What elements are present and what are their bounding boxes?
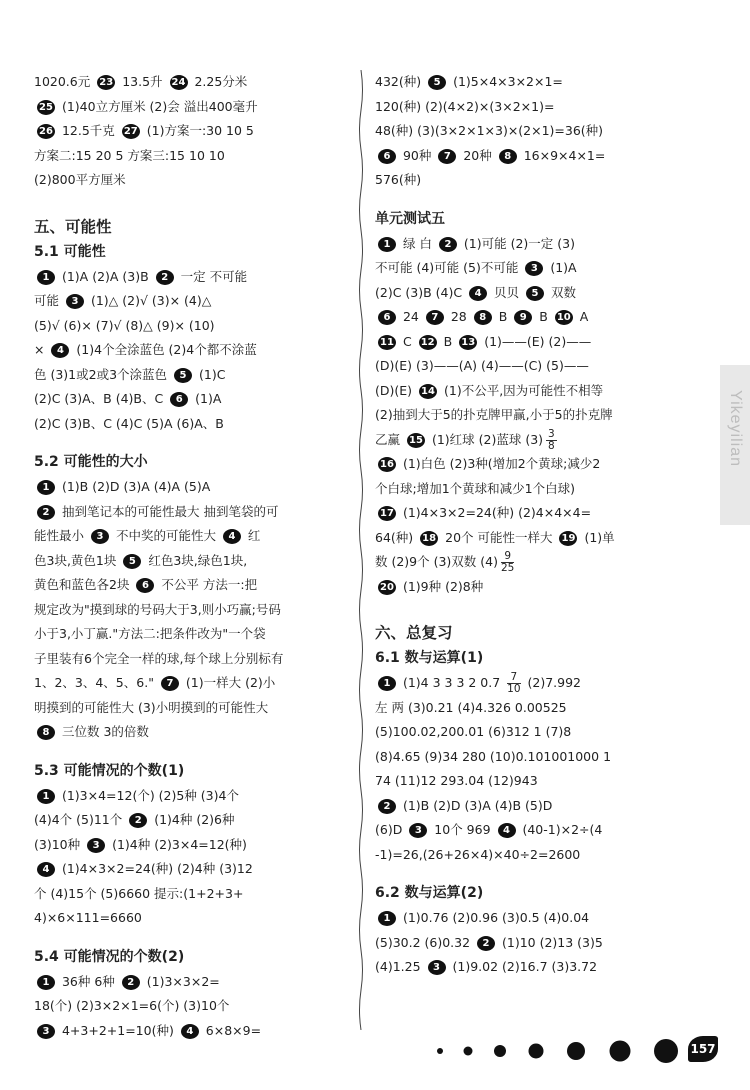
question-number-badge: 2 (122, 975, 140, 990)
answer-text: 36种 6种 (58, 973, 119, 989)
question-number-badge: 2 (156, 270, 174, 285)
answer-text: 红色3块,绿色1块, (144, 552, 248, 568)
answer-text: 6×8×9= (201, 1022, 262, 1038)
answer-text: (1)B (2)D (3)A (4)B (5)D (399, 797, 553, 813)
answer-text: 64(种) (375, 529, 418, 545)
answer-line (375, 696, 697, 721)
question-number-badge: 2 (37, 505, 55, 520)
question-number-badge: 7 (426, 310, 444, 325)
page-footer-dots (430, 1035, 700, 1065)
answer-line (34, 363, 350, 388)
answer-text: (1)A (546, 260, 577, 275)
question-number-badge: 3 (525, 261, 543, 276)
answer-text: (2)C (3)A、B (4)B、C (34, 391, 168, 406)
answer-line (375, 330, 697, 355)
question-number-badge: 6 (136, 578, 154, 593)
answer-text: 5.4 可能情况的个数(2) (34, 948, 185, 965)
answer-text: (1)白色 (2)3种(增加2个黄球;减少2 (399, 456, 601, 471)
question-number-badge: 2 (439, 237, 457, 252)
answer-text: 贝贝 (490, 284, 524, 300)
answer-text: 单元测试五 (375, 210, 445, 227)
answer-text: 个 (4)15个 (5)6660 提示:(1+2+3+ (34, 885, 244, 901)
question-number-badge: 6 (378, 310, 396, 325)
answer-line (34, 289, 350, 314)
answer-text: 三位数 3的倍数 (58, 724, 149, 739)
question-number-badge: 5 (526, 286, 544, 301)
answer-line (375, 550, 697, 575)
answer-line (34, 70, 350, 95)
question-number-badge: 4 (37, 862, 55, 877)
answer-text: 16×9×4×1= (519, 147, 606, 163)
answer-line (34, 524, 350, 549)
question-number-badge: 24 (170, 75, 188, 90)
question-number-badge: 11 (378, 335, 396, 350)
question-number-badge: 19 (559, 531, 577, 546)
question-number-badge: 3 (409, 823, 427, 838)
answer-line (375, 769, 697, 794)
answer-text: 个白球;增加1个黄球和减少1个白球) (375, 480, 575, 496)
answer-text: (1)40立方厘米 (2)会 溢出400毫升 (58, 98, 258, 114)
answer-line (375, 232, 697, 257)
answer-line (34, 338, 350, 363)
answer-text: 不中奖的可能性大 (111, 528, 220, 543)
answer-text: 1、2、3、4、5、6." (34, 675, 158, 690)
answer-text: 48(种) (3)(3×2×1×3)×(2×1)=36(种) (375, 123, 604, 138)
answer-text: 18(个) (2)3×2×1=6(个) (3)10个 (34, 998, 230, 1013)
answer-text: 五、可能性 (34, 217, 112, 236)
answer-text: (4)1.25 (375, 959, 425, 974)
answer-text: 5.1 可能性 (34, 243, 106, 260)
answer-text: (5)100.02,200.01 (6)312 1 (7)8 (375, 724, 572, 739)
answer-line (375, 818, 697, 843)
answer-text: 120(种) (2)(4×2)×(3×2×1)= (375, 98, 555, 114)
answer-text: (1)一样大 (2)小 (181, 675, 276, 690)
question-number-badge: 16 (378, 457, 396, 472)
answer-line (34, 475, 350, 500)
answer-text: 方案二:15 20 5 方案三:15 10 10 (34, 147, 225, 163)
answer-line (375, 379, 697, 404)
question-number-badge: 2 (477, 936, 495, 951)
question-number-badge: 4 (51, 343, 69, 358)
answer-text: 12.5千克 (58, 123, 119, 138)
answer-text: (5)30.2 (6)0.32 (375, 934, 475, 950)
answer-line (375, 575, 697, 600)
answer-text: 数 (2)9个 (3)双数 (4) (375, 554, 498, 569)
answer-text: (2)C (3)B (4)C (375, 284, 467, 300)
answer-text: 432(种) (375, 74, 426, 89)
answer-text: (1)10 (2)13 (3)5 (498, 934, 603, 950)
answer-text: (1)3×3×2= (142, 973, 220, 989)
answer-text: 4)×6×111=6660 (34, 910, 142, 925)
answer-text: (1)5×4×3×2×1= (449, 74, 563, 89)
question-number-badge: 4 (469, 286, 487, 301)
answer-line (375, 477, 697, 502)
answer-text: (D)(E) (3)——(A) (4)——(C) (5)—— (375, 358, 589, 373)
question-number-badge: 4 (223, 529, 241, 544)
question-number-badge: 14 (419, 384, 437, 399)
answer-line (375, 906, 697, 931)
answer-line (375, 354, 697, 379)
question-number-badge: 25 (37, 100, 55, 115)
answer-line (34, 906, 350, 931)
question-number-badge: 17 (378, 506, 396, 521)
answer-line (375, 720, 697, 745)
question-number-badge: 8 (37, 725, 55, 740)
answer-text: (1)红球 (2)蓝球 (3) (427, 431, 544, 447)
fraction-denominator: 25 (501, 562, 515, 574)
fraction (501, 551, 514, 574)
answer-line (34, 573, 350, 598)
answer-text: (1)A (2)A (3)B (58, 268, 153, 284)
question-number-badge: 1 (378, 237, 396, 252)
question-number-badge: 27 (122, 124, 140, 139)
answer-line (375, 745, 697, 770)
answer-line (34, 119, 350, 144)
answer-line (34, 144, 350, 169)
answer-line (34, 784, 350, 809)
answer-line (34, 412, 350, 437)
fraction (507, 672, 520, 695)
answer-line (34, 833, 350, 858)
answer-text: (1)4 3 3 3 2 0.7 (399, 675, 505, 690)
answer-line (34, 265, 350, 290)
question-number-badge: 8 (499, 149, 517, 164)
answer-text: 2.25分米 (190, 74, 248, 89)
answer-text: (1)4种 (2)6种 (150, 812, 235, 827)
answer-line (375, 144, 697, 169)
answer-text: (3)10种 (34, 836, 85, 852)
answer-line (375, 671, 697, 696)
answer-text: (1)——(E) (2)—— (480, 333, 592, 349)
answer-text: (1)单 (580, 529, 615, 545)
question-number-badge: 6 (170, 392, 188, 407)
answer-text: 乙赢 (375, 431, 404, 447)
answer-text: (1)9种 (2)8种 (399, 578, 484, 594)
subsection-heading (375, 207, 697, 232)
question-number-badge: 1 (37, 480, 55, 495)
fraction (546, 429, 557, 452)
answer-text: 左 两 (3)0.21 (4)4.326 0.00525 (375, 699, 567, 715)
answer-line (375, 256, 697, 281)
subsection-heading (375, 646, 697, 671)
answer-text: × (34, 342, 49, 357)
fraction-numerator: 9 (501, 551, 514, 563)
answer-line (34, 882, 350, 907)
answer-line (34, 857, 350, 882)
right-answer-column (375, 70, 697, 980)
answer-text: 4+3+2+1=10(种) (58, 1022, 178, 1038)
question-number-badge: 5 (174, 368, 192, 383)
answer-line (34, 168, 350, 193)
answer-text: 576(种) (375, 172, 422, 187)
subsection-heading (34, 759, 350, 784)
fraction-numerator: 7 (507, 672, 520, 684)
answer-text: 不可能 (4)可能 (5)不可能 (375, 260, 523, 275)
answer-text: 色3块,黄色1块 (34, 552, 121, 568)
answer-line (34, 994, 350, 1019)
answer-text: 6.2 数与运算(2) (375, 885, 484, 901)
answer-text: 13.5升 (118, 74, 167, 89)
answer-text: 能性最小 (34, 528, 88, 543)
answer-text: 5.3 可能情况的个数(1) (34, 762, 185, 779)
answer-line (34, 622, 350, 647)
question-number-badge: 1 (378, 911, 396, 926)
answer-line (375, 501, 697, 526)
answer-text: (1)C (195, 366, 226, 382)
question-number-badge: 18 (420, 531, 438, 546)
question-number-badge: 3 (37, 1024, 55, 1039)
answer-line (375, 305, 697, 330)
answer-text: (2)抽到大于5的扑克牌甲赢,小于5的扑克牌 (375, 407, 613, 422)
answer-text: (D)(E) (375, 382, 417, 398)
answer-text: (1)A (191, 391, 222, 406)
answer-text: (1)4种 (2)3×4=12(种) (108, 836, 247, 852)
question-number-badge: 4 (181, 1024, 199, 1039)
question-number-badge: 12 (419, 335, 437, 350)
answer-text: 6.1 数与运算(1) (375, 650, 484, 666)
answer-text: 74 (11)12 293.04 (12)943 (375, 773, 538, 788)
answer-text: 明摸到的可能性大 (3)小明摸到的可能性大 (34, 699, 269, 715)
question-number-badge: 3 (91, 529, 109, 544)
answer-text: (2)7.992 (523, 675, 582, 690)
answer-text: (1)4个全涂蓝色 (2)4个都不涂蓝 (72, 342, 257, 357)
answer-line (375, 931, 697, 956)
answer-text: 1020.6元 (34, 74, 95, 89)
answer-line (34, 95, 350, 120)
answer-line (375, 428, 697, 453)
question-number-badge: 23 (97, 75, 115, 90)
left-answer-column (34, 70, 350, 1043)
question-number-badge: 8 (474, 310, 492, 325)
column-divider (356, 70, 366, 1030)
question-number-badge: 2 (129, 813, 147, 828)
answer-text: (1)方案一:30 10 5 (142, 123, 254, 138)
answer-line (34, 598, 350, 623)
answer-text: (2)C (3)B、C (4)C (5)A (6)A、B (34, 415, 224, 431)
answer-text: 90种 (399, 147, 436, 163)
question-number-badge: 10 (555, 310, 573, 325)
question-number-badge: 5 (428, 75, 446, 90)
answer-text: 红 (243, 528, 261, 543)
answer-text: B (439, 333, 457, 349)
answer-text: 小于3,小丁赢."方法二:把条件改为"一个袋 (34, 626, 266, 641)
answer-line (375, 452, 697, 477)
answer-line (375, 70, 697, 95)
question-number-badge: 1 (378, 676, 396, 691)
answer-line (34, 696, 350, 721)
answer-text: 抽到笔记本的可能性最大 抽到笔袋的可 (58, 503, 279, 519)
question-number-badge: 3 (66, 294, 84, 309)
fraction-numerator: 3 (548, 427, 555, 440)
answer-line (34, 387, 350, 412)
answer-text: (4)4个 (5)11个 (34, 812, 127, 827)
answer-text: 可能 (34, 293, 63, 308)
answer-text: B (494, 309, 512, 324)
answer-text: -1)=26,(26+26×4)×40÷2=2600 (375, 846, 581, 862)
answer-line (375, 281, 697, 306)
section-heading (375, 621, 697, 646)
answer-text: (40-1)×2÷(4 (518, 822, 603, 837)
answer-text: 色 (3)1或2或3个涂蓝色 (34, 366, 172, 382)
page-number: 157 (688, 1036, 718, 1062)
answer-text: (1)9.02 (2)16.7 (3)3.72 (448, 959, 598, 974)
answer-text: (1)不公平,因为可能性不相等 (440, 382, 604, 398)
answer-line (34, 720, 350, 745)
answer-text: 六、总复习 (375, 624, 453, 642)
answer-text: (2)800平方厘米 (34, 172, 126, 187)
answer-line (375, 843, 697, 868)
question-number-badge: 1 (37, 975, 55, 990)
answer-line (375, 403, 697, 428)
subsection-heading (34, 450, 350, 475)
question-number-badge: 4 (498, 823, 516, 838)
subsection-heading (34, 945, 350, 970)
answer-text: 5.2 可能性的大小 (34, 454, 148, 470)
answer-text: 20个 可能性一样大 (441, 529, 557, 545)
answer-line (375, 794, 697, 819)
question-number-badge: 20 (378, 580, 396, 595)
answer-text: 绿 白 (399, 235, 436, 251)
answer-text: 28 (446, 309, 471, 324)
fraction-denominator: 10 (507, 683, 521, 695)
answer-text: B (535, 309, 552, 324)
answer-text: 一定 不可能 (176, 268, 248, 284)
answer-line (375, 95, 697, 120)
question-number-badge: 1 (37, 270, 55, 285)
question-number-badge: 7 (438, 149, 456, 164)
question-number-badge: 2 (378, 799, 396, 814)
question-number-badge: 7 (161, 676, 179, 691)
answer-line (34, 808, 350, 833)
answer-text: 双数 (547, 284, 577, 300)
answer-text: (1)可能 (2)一定 (3) (459, 235, 575, 251)
answer-text: 规定改为"摸到球的号码大于3,则小巧赢;号码 (34, 601, 281, 617)
answer-line (34, 647, 350, 672)
answer-line (34, 500, 350, 525)
answer-line (34, 671, 350, 696)
question-number-badge: 9 (514, 310, 532, 325)
answer-line (375, 119, 697, 144)
answer-text: (1)4×3×2=24(种) (2)4种 (3)12 (58, 861, 253, 876)
answer-line (375, 526, 697, 551)
question-number-badge: 3 (428, 960, 446, 975)
answer-text: (1)3×4=12(个) (2)5种 (3)4个 (58, 787, 239, 803)
answer-text: (1)4×3×2=24(种) (2)4×4×4= (399, 505, 592, 520)
answer-text: (5)√ (6)× (7)√ (8)△ (9)× (10) (34, 317, 215, 333)
answer-text: 10个 969 (430, 822, 495, 837)
answer-text: A (575, 309, 589, 324)
answer-line (34, 1019, 350, 1044)
question-number-badge: 5 (123, 554, 141, 569)
answer-text: 不公平 方法一:把 (157, 577, 258, 592)
question-number-badge: 1 (37, 789, 55, 804)
answer-text: 黄色和蓝色各2块 (34, 577, 134, 592)
answer-line (34, 314, 350, 339)
question-number-badge: 13 (459, 335, 477, 350)
question-number-badge: 3 (87, 838, 105, 853)
question-number-badge: 15 (407, 433, 425, 448)
section-heading (34, 215, 350, 240)
answer-text: 24 (399, 309, 423, 324)
side-label: Yikeyilian (727, 390, 744, 467)
answer-text: C (399, 333, 416, 349)
answer-text: (6)D (375, 822, 407, 837)
answer-line (34, 970, 350, 995)
answer-text: (8)4.65 (9)34 280 (10)0.101001000 1 (375, 748, 612, 764)
answer-text: (1)△ (2)√ (3)× (4)△ (86, 293, 212, 308)
answer-line (34, 549, 350, 574)
answer-text: 子里装有6个完全一样的球,每个球上分别标有 (34, 650, 284, 666)
answer-text: (1)0.76 (2)0.96 (3)0.5 (4)0.04 (399, 910, 590, 925)
answer-line (375, 168, 697, 193)
answer-line (375, 955, 697, 980)
question-number-badge: 6 (378, 149, 396, 164)
question-number-badge: 26 (37, 124, 55, 139)
subsection-heading (34, 240, 350, 265)
answer-text: (1)B (2)D (3)A (4)A (5)A (58, 479, 211, 494)
fraction-denominator: 8 (548, 439, 555, 452)
subsection-heading (375, 881, 697, 906)
answer-text: 20种 (459, 147, 496, 163)
